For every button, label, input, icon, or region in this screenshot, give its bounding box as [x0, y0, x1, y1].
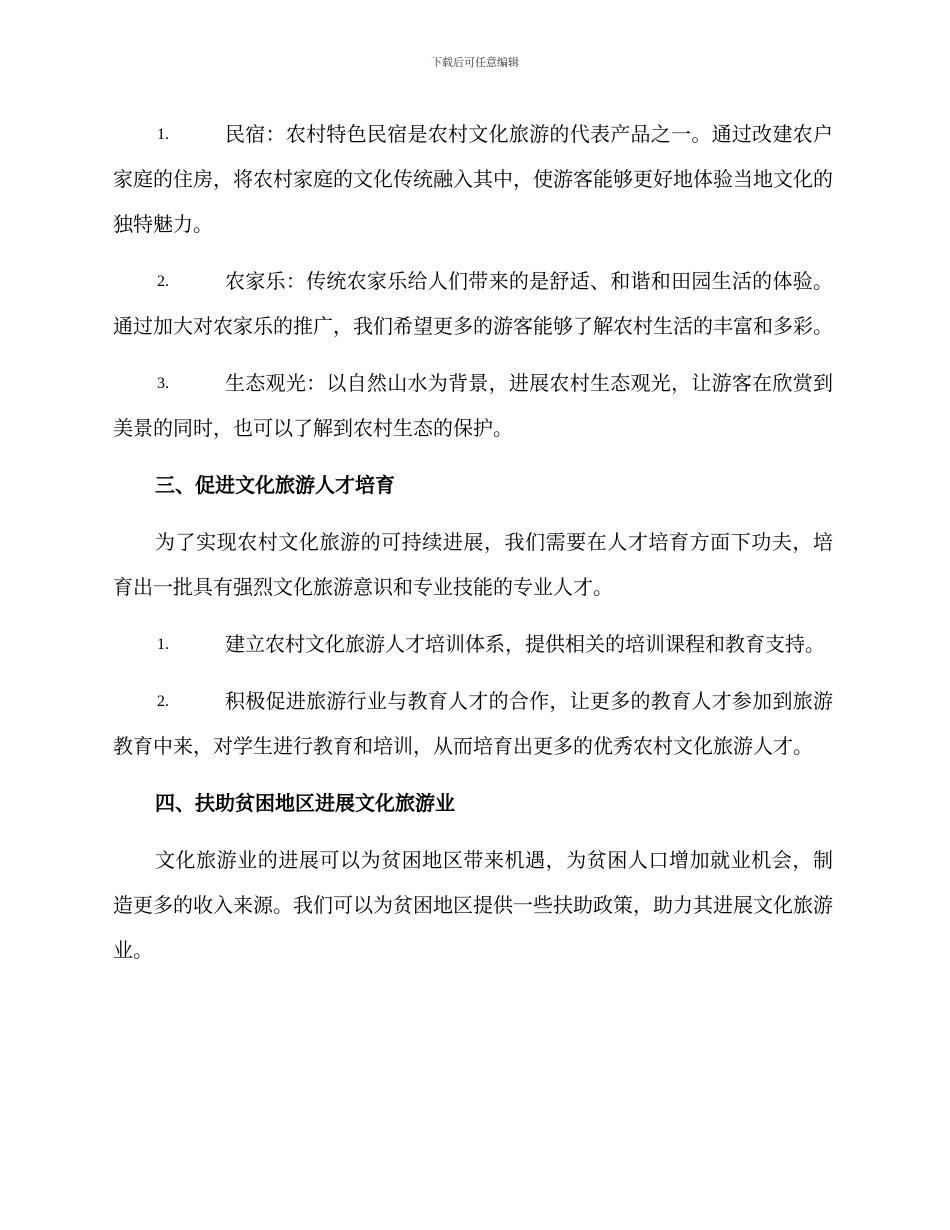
section-heading-poverty: 四、扶助贫困地区进展文化旅游业: [155, 791, 455, 815]
list-item-homestay: [113, 112, 833, 247]
list-item-farmhouse: [113, 259, 833, 349]
list-number: 2.: [157, 693, 169, 710]
section-heading-talent: 三、促进文化旅游人才培育: [155, 473, 395, 497]
list-number: 3.: [157, 375, 169, 392]
page-header: 下载后可任意编辑: [431, 56, 519, 69]
list-item-text: 生态观光：以自然山水为背景，进展农村生态观光，让游客在欣赏到美景的同时，也可以了解到农村生态的保护。: [113, 371, 833, 440]
list-item-text: 农家乐：传统农家乐给人们带来的是舒适、和谐和田园生活的体验。通过加大对农家乐的推广，我们希望更多的游客能够了解农村生活的丰富和多彩。: [113, 269, 833, 338]
list-item-cooperation: [113, 679, 833, 769]
list-item-text: 积极促进旅游行业与教育人才的合作，让更多的教育人才参加到旅游教育中来，对学生进行教育和培训，从而培育出更多的优秀农村文化旅游人才。: [113, 689, 833, 758]
section-intro-paragraph: 为了实现农村文化旅游的可持续进展，我们需要在人才培育方面下功夫，培育出一批具有强烈文化旅游意识和专业技能的专业人才。: [113, 530, 833, 599]
list-item-text: 民宿：农村特色民宿是农村文化旅游的代表产品之一。通过改建农户家庭的住房，将农村家庭的文化传统融入其中，使游客能够更好地体验当地文化的独特魅力。: [113, 122, 833, 236]
list-number: 1.: [157, 636, 169, 653]
list-number: 1.: [157, 126, 169, 143]
list-item-training-system: [113, 622, 833, 667]
list-item-text: 建立农村文化旅游人才培训体系，提供相关的培训课程和教育支持。: [225, 632, 825, 656]
list-number: 2.: [157, 273, 169, 290]
list-item-eco-tour: [113, 361, 833, 451]
document-body: [113, 112, 833, 985]
section-body-paragraph: 文化旅游业的进展可以为贫困地区带来机遇，为贫困人口增加就业机会，制造更多的收入来源。我们可以为贫困地区提供一些扶助政策，助力其进展文化旅游业。: [113, 848, 833, 962]
